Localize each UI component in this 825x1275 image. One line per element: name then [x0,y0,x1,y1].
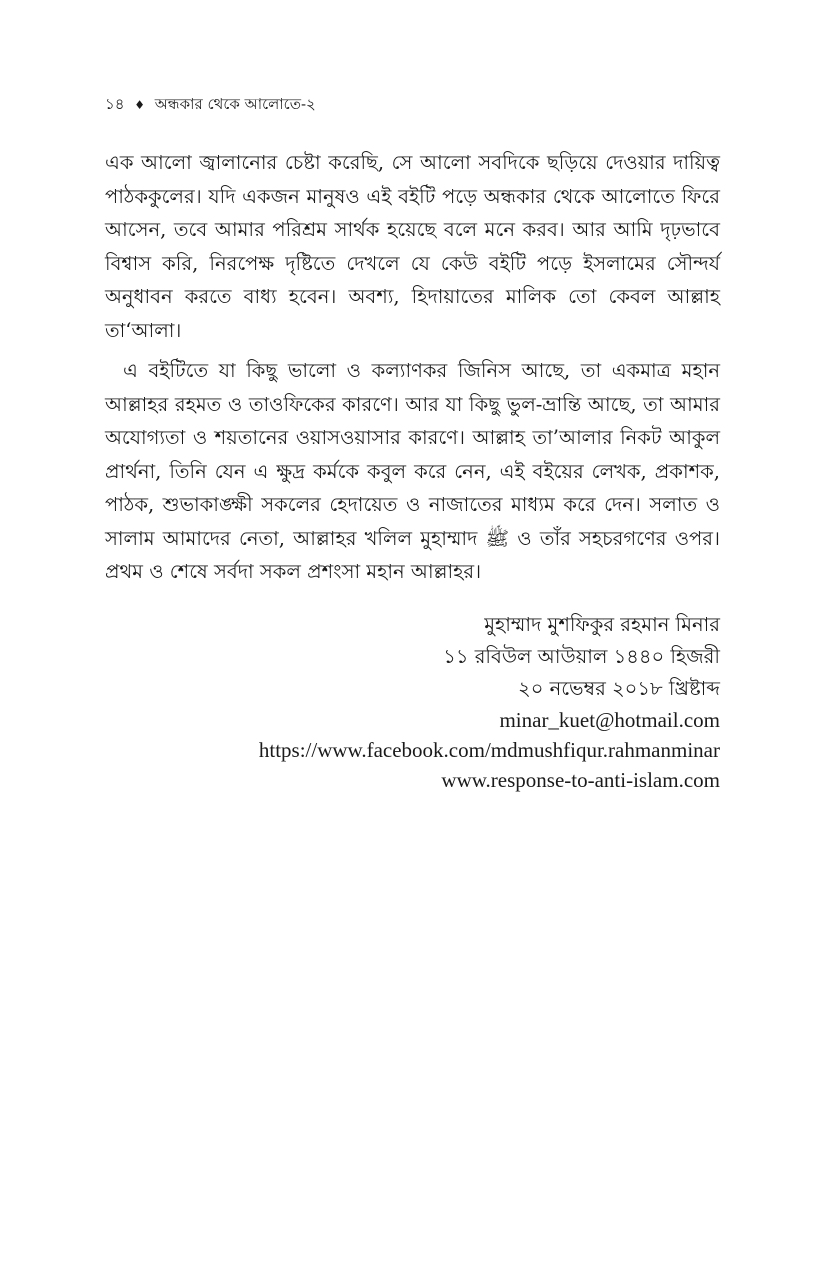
body-text [105,146,720,589]
hijri-date: ১১ রবিউল আউয়াল ১৪৪০ হিজরী [443,645,720,668]
book-title: অন্ধকার থেকে আলোতে-২ [154,95,316,113]
running-header [105,94,316,115]
paragraph-continuation: এক আলো জ্বালানোর চেষ্টা করেছি, সে আলো সবদিকে ছড়িয়ে দেওয়ার দায়িত্ব পাঠককুলের। যদি একজন মানুষও এই বইটি পড়ে অন্ধকার থেকে আলোতে ফিরে আসেন, তবে আমার পরিশ্রম সার্থক হয়েছে বলে মনে করব। আর আমি দৃঢ়ভাবে বিশ্বাস করি, নিরপেক্ষ দৃষ্টিতে দেখলে যে কেউ বইটি পড়ে ইসলামের সৌন্দর্য অনুধাবন করতে বাধ্য হবেন। অবশ্য, হিদায়াতের মালিক তো কেবল আল্লাহ তা‘আলা। [105,151,720,342]
page-number: ১৪ [105,95,125,113]
facebook-link: https://www.facebook.com/mdmushfiqur.rahmanminar [258,738,720,762]
website-link: www.response-to-anti-islam.com [441,768,720,792]
email-address: minar_kuet@hotmail.com [499,708,720,732]
diamond-separator-icon: ♦ [134,98,146,112]
signature-block [160,609,720,795]
gregorian-date: ২০ নভেম্বর ২০১৮ খ্রিষ্টাব্দ [518,677,720,700]
paragraph-acknowledgement: এ বইটিতে যা কিছু ভালো ও কল্যাণকর জিনিস আছে, তা একমাত্র মহান আল্লাহর রহমত ও তাওফিকের কারণে। আর যা কিছু ভুল-ভ্রান্তি আছে, তা আমার অযোগ্যতা ও শয়তানের ওয়াসওয়াসার কারণে। আল্লাহ তা’আলার নিকট আকুল প্রার্থনা, তিনি যেন এ ক্ষুদ্র কর্মকে কবুল করে নেন, এই বইয়ের লেখক, প্রকাশক, পাঠক, শুভাকাঙ্ক্ষী সকলের হেদায়েত ও নাজাতের মাধ্যম করে দেন। সলাত ও সালাম আমাদের নেতা, আল্লাহর খলিল মুহাম্মাদ ﷺ ও তাঁর সহচরগণের ওপর। প্রথম ও শেষে সর্বদা সকল প্রশংসা মহান আল্লাহর। [105,359,720,583]
author-name: মুহাম্মাদ মুশফিকুর রহমান মিনার [484,613,720,636]
